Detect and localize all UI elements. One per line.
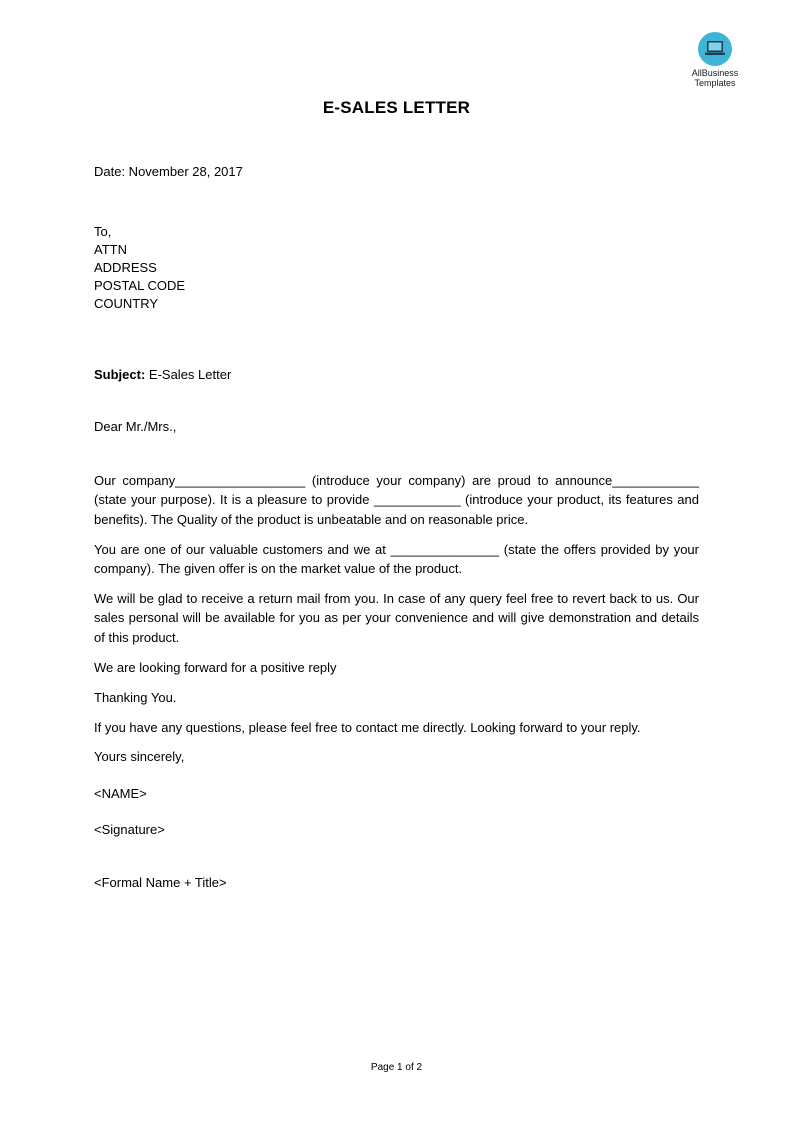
body-paragraph-offer: You are one of our valuable customers and we at _______________ (state the offers provided by your company). The given offer is on the market value of the product. [94, 542, 699, 577]
body-paragraph-contact: We will be glad to receive a return mail from you. In case of any query feel free to revert back to us. Our sales personal will be available for you as per your convenience and will give demonstration and details of this product. [94, 591, 699, 645]
body-paragraph-thanks: Thanking You. [94, 690, 177, 705]
recipient-country: COUNTRY [94, 296, 159, 311]
logo-line2: Templates [694, 78, 736, 88]
subject-line [94, 366, 231, 384]
name-placeholder: <NAME> [94, 786, 147, 801]
body-paragraph-intro: Our company__________________ (introduce your company) are proud to announce____________ (state your purpose). It is a pleasure to provide ____________ (introduce your product, its features and benefits). The Quality of the product is unbeatable and on reasonable price. [94, 473, 699, 527]
closing: Yours sincerely, [94, 749, 185, 764]
body-paragraph-reply: We are looking forward for a positive reply [94, 660, 337, 675]
recipient-to: To, [94, 224, 112, 239]
body-paragraph-questions: If you have any questions, please feel free to contact me directly. Looking forward to your reply. [94, 720, 641, 735]
logo-text [684, 68, 746, 88]
page-number: Page 1 of 2 [370, 1062, 423, 1073]
recipient-address: ADDRESS [94, 260, 157, 275]
letter-title: E-SALES LETTER [322, 98, 471, 117]
laptop-icon [698, 32, 732, 66]
signature-placeholder: <Signature> [94, 822, 165, 837]
formal-name-placeholder: <Formal Name + Title> [94, 875, 227, 890]
brand-logo [684, 32, 746, 88]
greeting: Dear Mr./Mrs., [94, 419, 177, 434]
letter-date: Date: November 28, 2017 [94, 164, 243, 179]
recipient-postal-code: POSTAL CODE [94, 278, 186, 293]
logo-line1: AllBusiness [691, 68, 739, 78]
subject-value: E-Sales Letter [145, 367, 232, 382]
subject-label: Subject: [94, 367, 146, 382]
recipient-attn: ATTN [94, 242, 127, 257]
